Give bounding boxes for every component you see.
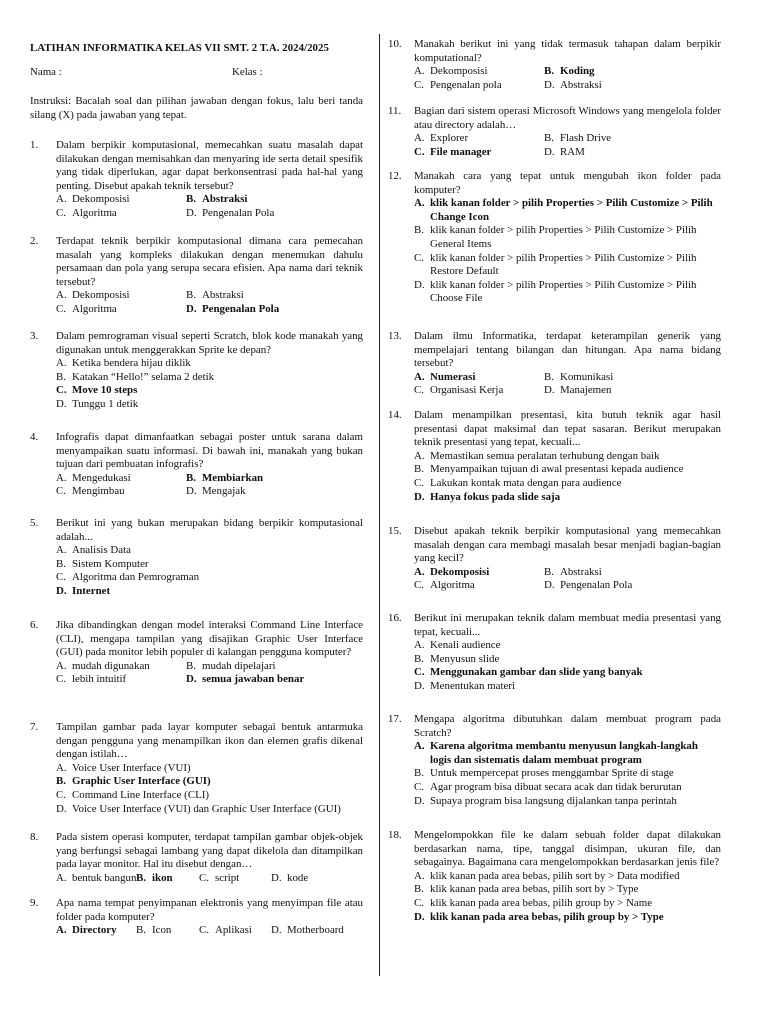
option-12-a[interactable] xyxy=(388,197,721,224)
question-number: 1. xyxy=(30,139,39,151)
t6b: mudah dipelajari xyxy=(202,659,276,672)
o3b: B. xyxy=(56,370,66,383)
question-2 xyxy=(30,235,363,317)
o12b: B. xyxy=(414,224,424,237)
question-4 xyxy=(30,431,363,499)
t14a: Memastikan semua peralatan terhubung dengan baik xyxy=(430,449,660,462)
t7c: Command Line Interface (CLI) xyxy=(72,788,209,801)
t4c: Mengimbau xyxy=(72,485,125,498)
option-10-d[interactable] xyxy=(544,79,674,93)
column-divider xyxy=(379,34,380,976)
option-5-d[interactable] xyxy=(30,585,363,599)
option-5-b[interactable] xyxy=(30,558,363,572)
option-17-b[interactable] xyxy=(388,767,721,781)
t3c: Move 10 steps xyxy=(72,384,138,397)
o10c: C. xyxy=(414,78,424,91)
o7b: B. xyxy=(56,775,66,788)
o18a: A. xyxy=(414,869,425,882)
o11c: C. xyxy=(414,145,425,158)
question-text: Dalam ilmu Informatika, terdapat keterampilan generik yang mempelajari tentang bilangan dan hitungan. Apa nama bidang tersebut? xyxy=(414,330,721,370)
o8a: A. xyxy=(56,871,67,884)
o5d: D. xyxy=(56,584,67,597)
option-13-b[interactable] xyxy=(544,371,674,385)
question-text: Berikut ini yang bukan merupakan bidang berpikir komputasional adalah... xyxy=(56,517,363,543)
t2c: Algoritma xyxy=(72,302,117,315)
t12b: klik kanan folder > pilih Properties > Pilih Customize > Pilih General Items xyxy=(430,224,697,250)
o18c: C. xyxy=(414,896,424,909)
question-number: 12. xyxy=(388,170,402,182)
o12c: C. xyxy=(414,251,424,264)
t12d: klik kanan folder > pilih Properties > Pilih Customize > Pilih Choose File xyxy=(430,278,697,305)
t7b: Graphic User Interface (GUI) xyxy=(72,775,211,788)
option-3-a[interactable] xyxy=(30,357,363,371)
o13a: A. xyxy=(414,370,425,383)
t11c: File manager xyxy=(430,145,492,158)
t8a: bentuk bangun xyxy=(72,871,137,884)
t2a: Dekomposisi xyxy=(72,289,130,302)
o10d: D. xyxy=(544,78,555,91)
o15d: D. xyxy=(544,579,555,592)
t6a: mudah digunakan xyxy=(72,659,150,672)
o18d: D. xyxy=(414,910,425,923)
right-column xyxy=(388,0,721,1024)
option-9-c[interactable] xyxy=(199,924,271,938)
o4c: C. xyxy=(56,485,66,498)
o13b: B. xyxy=(544,370,554,383)
option-15-b[interactable] xyxy=(544,566,674,580)
o1a: A. xyxy=(56,193,67,206)
question-number: 5. xyxy=(30,517,39,529)
question-text: Terdapat teknik berpikir komputasional dimana cara pemecahan masalah yang kompleks dilakukan dengan menemukan dahulu persamaan dan pola yang serupa secara efisien. Apa nama dari teknik tersebut? xyxy=(56,235,363,288)
option-3-c[interactable] xyxy=(30,384,363,398)
option-4-b[interactable] xyxy=(186,472,316,486)
option-18-b[interactable] xyxy=(388,883,721,897)
t15d: Pengenalan Pola xyxy=(560,579,633,592)
question-number: 2. xyxy=(30,235,39,247)
option-18-d[interactable] xyxy=(388,911,721,925)
o8c: C. xyxy=(199,871,209,884)
t3b: Katakan “Hello!” selama 2 detik xyxy=(72,370,215,383)
question-text: Dalam menampilkan presentasi, kita butuh teknik agar hasil presentasi dapat maksimal dan tepat sasaran. Berikut merupakan teknik presentasi yang tepat, kecuali... xyxy=(414,409,721,449)
question-number: 6. xyxy=(30,619,39,631)
t1c: Algoritma xyxy=(72,206,117,219)
instructions: Instruksi: Bacalah soal dan pilihan jawaban dengan fokus, lalu beri tanda silang (X) pada jawaban yang tepat. xyxy=(30,95,363,121)
t8b: ikon xyxy=(152,871,173,884)
option-11-c[interactable] xyxy=(414,146,544,160)
o17a: A. xyxy=(414,740,425,753)
question-6 xyxy=(30,619,363,687)
option-13-a[interactable] xyxy=(414,371,544,385)
t11b: Flash Drive xyxy=(560,132,612,145)
o2a: A. xyxy=(56,289,67,302)
o7c: C. xyxy=(56,788,66,801)
question-text: Mengelompokkan file ke dalam sebuah folder dapat dilakukan berdasarkan nama, tipe, tanggal disimpan, ukuran file, dan sebagainya. Bagaimana cara mengelompokkan berdasarkan jenis file? xyxy=(414,829,721,869)
t5d: Internet xyxy=(72,584,111,597)
option-10-b[interactable] xyxy=(544,65,674,79)
o15a: A. xyxy=(414,565,425,578)
option-1-b[interactable] xyxy=(186,193,316,207)
option-1-a[interactable] xyxy=(56,193,186,207)
t12a: klik kanan folder > pilih Properties > Pilih Customize > Pilih Change Icon xyxy=(430,197,713,223)
option-15-d[interactable] xyxy=(544,579,674,593)
t2d: Pengenalan Pola xyxy=(202,302,280,315)
option-2-a[interactable] xyxy=(56,289,186,303)
question-15 xyxy=(388,525,721,593)
question-3 xyxy=(30,330,363,412)
o7a: A. xyxy=(56,761,67,774)
o6a: A. xyxy=(56,659,67,672)
o15b: B. xyxy=(544,565,554,578)
question-number: 15. xyxy=(388,525,402,537)
question-text: Pada sistem operasi komputer, terdapat tampilan gambar objek-objek yang berfungsi sebagai lambang yang dapat dikelola dan ditampilkan pada layar monitor. Hal itu disebut dengan… xyxy=(56,831,363,871)
o16b: B. xyxy=(414,652,424,665)
t6d: semua jawaban benar xyxy=(202,673,305,686)
o14a: A. xyxy=(414,449,425,462)
t9b: Icon xyxy=(152,924,172,937)
o11b: B. xyxy=(544,132,554,145)
t7d: Voice User Interface (VUI) dan Graphic User Interface (GUI) xyxy=(72,802,341,815)
question-text: Dalam berpikir komputasional, memecahkan suatu masalah dapat dilakukan dengan memisahkan dan menyaring ide serta detail spesifik yang tidak diperlukan, agar dapat berkonsentrasi pada hal-hal yang penting. Disebut apakah teknik tersebut? xyxy=(56,139,363,192)
o13d: D. xyxy=(544,384,555,397)
question-12 xyxy=(388,170,721,306)
t9d: Motherboard xyxy=(287,924,344,937)
student-id-line xyxy=(30,66,363,80)
option-12-d[interactable] xyxy=(388,279,721,306)
o17d: D. xyxy=(414,794,425,807)
o8b: B. xyxy=(136,871,146,884)
option-7-a[interactable] xyxy=(30,762,363,776)
option-9-b[interactable] xyxy=(136,924,199,938)
question-text: Manakah cara yang tepat untuk mengubah ikon folder pada komputer? xyxy=(414,170,721,196)
t5b: Sistem Komputer xyxy=(72,557,149,570)
t4b: Membiarkan xyxy=(202,471,264,484)
option-16-b[interactable] xyxy=(388,653,721,667)
o5a: A. xyxy=(56,544,67,557)
o4b: B. xyxy=(186,471,196,484)
o2b: B. xyxy=(186,289,196,302)
option-3-b[interactable] xyxy=(30,371,363,385)
question-number: 4. xyxy=(30,431,39,443)
o1d: D. xyxy=(186,206,197,219)
option-15-c[interactable] xyxy=(414,579,544,593)
option-11-a[interactable] xyxy=(414,132,544,146)
option-9-d[interactable] xyxy=(271,924,344,938)
option-7-b[interactable] xyxy=(30,775,363,789)
o12a: A. xyxy=(414,197,425,210)
o18b: B. xyxy=(414,883,424,896)
t14d: Hanya fokus pada slide saja xyxy=(430,490,561,503)
t10a: Dekomposisi xyxy=(430,65,488,78)
t9c: Aplikasi xyxy=(215,924,252,937)
option-11-d[interactable] xyxy=(544,146,674,160)
option-16-a[interactable] xyxy=(388,639,721,653)
o13c: C. xyxy=(414,384,424,397)
t17d: Supaya program bisa langsung dijalankan tanpa perintah xyxy=(430,794,677,807)
option-15-a[interactable] xyxy=(414,566,544,580)
option-8-c[interactable] xyxy=(199,872,271,886)
option-6-c[interactable] xyxy=(56,673,186,687)
question-number: 18. xyxy=(388,829,402,841)
question-17 xyxy=(388,713,721,808)
question-text: Manakah berikut ini yang tidak termasuk tahapan dalam berpikir komputational? xyxy=(414,38,721,64)
t16b: Menyusun slide xyxy=(430,652,500,665)
option-5-c[interactable] xyxy=(30,571,363,585)
question-number: 11. xyxy=(388,105,402,117)
option-2-b[interactable] xyxy=(186,289,316,303)
o16d: D. xyxy=(414,679,425,692)
o3a: A. xyxy=(56,357,67,370)
t17c: Agar program bisa dibuat secara acak dan tidak berurutan xyxy=(430,780,682,793)
o12d: D. xyxy=(414,278,425,291)
option-6-d[interactable] xyxy=(186,673,316,687)
option-4-c[interactable] xyxy=(56,485,186,499)
o16a: A. xyxy=(414,639,425,652)
t10d: Abstraksi xyxy=(560,78,602,91)
option-11-b[interactable] xyxy=(544,132,674,146)
question-text: Dalam pemrograman visual seperti Scratch, blok kode manakah yang digunakan untuk menggerakkan Sprite ke depan? xyxy=(56,330,363,356)
t15b: Abstraksi xyxy=(560,565,602,578)
t5a: Analisis Data xyxy=(72,544,131,557)
o15c: C. xyxy=(414,579,424,592)
question-8 xyxy=(30,831,363,885)
t3d: Tunggu 1 detik xyxy=(72,397,139,410)
option-10-c[interactable] xyxy=(414,79,544,93)
t10b: Koding xyxy=(560,65,595,78)
t18b: klik kanan pada area bebas, pilih sort by > Type xyxy=(430,883,639,896)
question-10 xyxy=(388,38,721,92)
o11a: A. xyxy=(414,132,425,145)
option-1-c[interactable] xyxy=(56,207,186,221)
question-text: Infografis dapat dimanfaatkan sebagai poster untuk sarana dalam menyampaikan suatu informasi. Di bawah ini, manakah yang bukan tujuan dari pembuatan infografis? xyxy=(56,431,363,471)
option-8-d[interactable] xyxy=(271,872,321,886)
question-text: Disebut apakah teknik berpikir komputasional yang memecahkan masalah dengan cara membagi masalah besar menjadi bagian-bagian yang kecil? xyxy=(414,525,721,565)
o4a: A. xyxy=(56,471,67,484)
question-13 xyxy=(388,330,721,398)
o10b: B. xyxy=(544,65,554,78)
o3d: D. xyxy=(56,397,67,410)
o16c: C. xyxy=(414,666,425,679)
o8d: D. xyxy=(271,871,282,884)
option-18-a[interactable] xyxy=(388,870,721,884)
nama-label: Nama : xyxy=(30,66,62,78)
option-7-d[interactable] xyxy=(30,803,363,817)
option-4-d[interactable] xyxy=(186,485,316,499)
t18d: klik kanan pada area bebas, pilih group by > Type xyxy=(430,910,664,923)
question-1 xyxy=(30,139,363,221)
o2d: D. xyxy=(186,302,197,315)
t12c: klik kanan folder > pilih Properties > Pilih Customize > Pilih Restore Default xyxy=(430,251,697,278)
o5c: C. xyxy=(56,571,66,584)
question-number: 7. xyxy=(30,721,39,733)
o9c: C. xyxy=(199,924,209,937)
option-6-b[interactable] xyxy=(186,660,316,674)
option-14-c[interactable] xyxy=(388,477,721,491)
option-14-b[interactable] xyxy=(388,463,721,477)
question-number: 14. xyxy=(388,409,402,421)
o1c: C. xyxy=(56,206,66,219)
t16d: Menentukan materi xyxy=(430,679,515,692)
t4a: Mengedukasi xyxy=(72,471,131,484)
option-10-a[interactable] xyxy=(414,65,544,79)
question-number: 13. xyxy=(388,330,402,342)
t10c: Pengenalan pola xyxy=(430,78,502,91)
option-16-c[interactable] xyxy=(388,666,721,680)
option-2-d[interactable] xyxy=(186,303,316,317)
question-16 xyxy=(388,612,721,694)
o11d: D. xyxy=(544,145,555,158)
o10a: A. xyxy=(414,65,425,78)
option-17-c[interactable] xyxy=(388,781,721,795)
t11a: Explorer xyxy=(430,132,469,145)
t14c: Lakukan kontak mata dengan para audience xyxy=(430,476,622,489)
t14b: Menyampaikan tujuan di awal presentasi kepada audience xyxy=(430,463,684,476)
option-12-b[interactable] xyxy=(388,224,721,251)
o2c: C. xyxy=(56,302,66,315)
o6c: C. xyxy=(56,673,66,686)
t8d: kode xyxy=(287,871,309,884)
option-13-d[interactable] xyxy=(544,384,674,398)
question-number: 10. xyxy=(388,38,402,50)
option-7-c[interactable] xyxy=(30,789,363,803)
t3a: Ketika bendera hijau diklik xyxy=(72,357,191,370)
o4d: D. xyxy=(186,485,197,498)
o17b: B. xyxy=(414,767,424,780)
option-8-a[interactable] xyxy=(56,872,136,886)
question-11 xyxy=(388,105,721,159)
t1d: Pengenalan Pola xyxy=(202,206,275,219)
o6d: D. xyxy=(186,673,197,686)
page-title: LATIHAN INFORMATIKA KELAS VII SMT. 2 T.A. 2024/2025 xyxy=(30,42,329,54)
option-16-d[interactable] xyxy=(388,680,721,694)
question-number: 3. xyxy=(30,330,39,342)
option-5-a[interactable] xyxy=(30,544,363,558)
question-5 xyxy=(30,517,363,599)
option-14-d[interactable] xyxy=(388,491,721,505)
o3c: C. xyxy=(56,384,67,397)
t18c: klik kanan pada area bebas, pilih group by > Name xyxy=(430,896,653,909)
option-1-d[interactable] xyxy=(186,207,316,221)
question-text: Jika dibandingkan dengan model interaksi Command Line Interface (CLI), mengapa tampilan yang disajikan Graphic User Interface (GUI) pada monitor lebih populer di kalangan pengguna komputer? xyxy=(56,619,363,659)
question-7 xyxy=(30,721,363,816)
question-text: Tampilan gambar pada layar komputer sebagai bentuk antarmuka dengan pengguna yang menampilkan ikon dan elemen grafis dikenal dengan istilah… xyxy=(56,721,363,761)
left-column xyxy=(30,0,363,1024)
question-14 xyxy=(388,409,721,504)
t9a: Directory xyxy=(72,924,117,937)
question-text: Berikut ini merupakan teknik dalam membuat media presentasi yang tepat, kecuali... xyxy=(414,612,721,638)
o14c: C. xyxy=(414,476,424,489)
option-17-a[interactable] xyxy=(388,740,721,767)
option-18-c[interactable] xyxy=(388,897,721,911)
question-9 xyxy=(30,897,363,938)
kelas-label: Kelas : xyxy=(232,66,263,78)
question-text: Bagian dari sistem operasi Microsoft Windows yang mengelola folder atau directory adalah… xyxy=(414,105,721,131)
t7a: Voice User Interface (VUI) xyxy=(72,761,191,774)
question-text: Apa nama tempat penyimpanan elektronis yang menyimpan file atau folder pada komputer? xyxy=(56,897,363,923)
t15a: Dekomposisi xyxy=(430,565,490,578)
t1b: Abstraksi xyxy=(202,193,248,206)
t16a: Kenali audience xyxy=(430,639,501,652)
option-9-a[interactable] xyxy=(56,924,136,938)
o5b: B. xyxy=(56,557,66,570)
o7d: D. xyxy=(56,802,67,815)
option-6-a[interactable] xyxy=(56,660,186,674)
t4d: Mengajak xyxy=(202,485,246,498)
t1a: Dekomposisi xyxy=(72,193,130,206)
t2b: Abstraksi xyxy=(202,289,244,302)
o14b: B. xyxy=(414,463,424,476)
o6b: B. xyxy=(186,659,196,672)
t13c: Organisasi Kerja xyxy=(430,384,504,397)
o9a: A. xyxy=(56,924,67,937)
t15c: Algoritma xyxy=(430,579,475,592)
question-number: 8. xyxy=(30,831,39,843)
option-8-b[interactable] xyxy=(136,872,199,886)
t18a: klik kanan pada area bebas, pilih sort by > Data modified xyxy=(430,869,680,882)
question-text: Mengapa algoritma dibutuhkan dalam membuat program pada Scratch? xyxy=(414,713,721,739)
o14d: D. xyxy=(414,490,425,503)
t16c: Menggunakan gambar dan slide yang banyak xyxy=(430,666,643,679)
t17a: Karena algoritma membantu menyusun langkah-langkah logis dan sistematis dalam membuat program xyxy=(430,740,698,766)
option-12-c[interactable] xyxy=(388,252,721,279)
question-number: 9. xyxy=(30,897,39,909)
option-14-a[interactable] xyxy=(388,450,721,464)
question-number: 17. xyxy=(388,713,402,725)
question-18 xyxy=(388,829,721,924)
option-2-c[interactable] xyxy=(56,303,186,317)
option-13-c[interactable] xyxy=(414,384,544,398)
t13d: Manajemen xyxy=(560,384,612,397)
option-17-d[interactable] xyxy=(388,795,721,809)
question-number: 16. xyxy=(388,612,402,624)
t13b: Komunikasi xyxy=(560,370,614,383)
t6c: lebih intuitif xyxy=(72,673,127,686)
o17c: C. xyxy=(414,780,424,793)
option-3-d[interactable] xyxy=(30,398,363,412)
t11d: RAM xyxy=(560,145,585,158)
t13a: Numerasi xyxy=(430,370,476,383)
o9d: D. xyxy=(271,924,282,937)
option-4-a[interactable] xyxy=(56,472,186,486)
t8c: script xyxy=(215,871,240,884)
o1b: B. xyxy=(186,193,196,206)
t5c: Algoritma dan Pemrograman xyxy=(72,571,200,584)
t17b: Untuk mempercepat proses menggambar Sprite di stage xyxy=(430,767,674,780)
o9b: B. xyxy=(136,924,146,937)
